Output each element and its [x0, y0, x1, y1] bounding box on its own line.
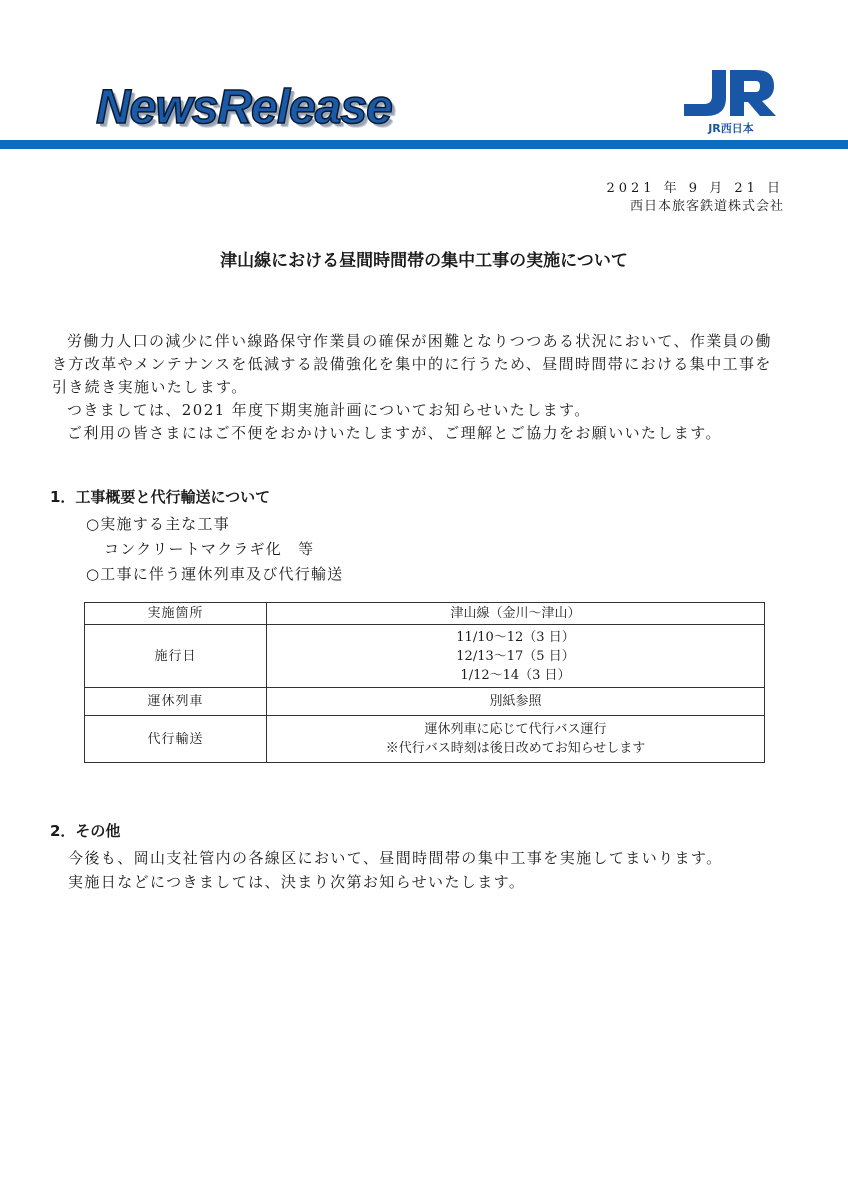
table-row — [85, 603, 765, 625]
table-value-dates — [267, 625, 765, 688]
construction-details-table — [84, 602, 765, 763]
table-value-location — [267, 603, 765, 625]
news-release-title: NewsRelease — [96, 81, 392, 134]
section-1-item-2-label: ○工事に伴う運休列車及び代行輸送 — [86, 565, 344, 583]
table-row — [85, 688, 765, 716]
logo-subtitle: JR西日本 — [708, 122, 754, 135]
intro-paragraph-1: 労働力人口の減少に伴い線路保守作業員の確保が困難となりつつある状況において、作業員の働き方改革やメンテナンスを低減する設備強化を集中的に行うため、昼間時間帯における集中工事を引き続き実施いたします。 — [52, 332, 772, 396]
section-2-heading: 2．その他 — [50, 822, 121, 840]
release-date: 2021 年 9 月 21 日 — [606, 181, 784, 196]
location-value: 津山線（金川～津山） — [450, 606, 581, 621]
header-divider — [0, 140, 848, 149]
section-2-line-1: 今後も、岡山支社管内の各線区において、昼間時間帯の集中工事を実施してまいります。 — [68, 849, 723, 867]
section-1-heading: 1．工事概要と代行輸送について — [50, 488, 271, 506]
intro-paragraph-2: つきましては、2021 年度下期実施計画についてお知らせいたします。 — [67, 401, 591, 419]
table-row — [85, 716, 765, 763]
date-range-1: 11/10～12（3 日） — [456, 629, 575, 645]
table-label-cancelled-trains: 運休列車 — [85, 688, 267, 716]
intro-paragraph-3: ご利用の皆さまにはご不便をおかけいたしますが、ご理解とご協力をお願いいたします。 — [67, 424, 722, 442]
table-label-substitute-transport: 代行輸送 — [85, 716, 267, 763]
date-range-3: 1/12～14（3 日） — [460, 667, 571, 683]
substitute-line-2: ※代行バス時刻は後日改めてお知らせします — [385, 741, 646, 756]
section-2-body — [68, 846, 723, 894]
substitute-line-1: 運休列車に応じて代行バス運行 — [424, 722, 607, 737]
intro-body — [52, 330, 780, 445]
table-row — [85, 625, 765, 688]
document-title: 津山線における昼間時間帯の集中工事の実施について — [220, 251, 628, 271]
section-1-item-1-label: ○実施する主な工事 — [86, 515, 230, 533]
cancelled-trains-value: 別紙参照 — [489, 694, 542, 709]
table-label-dates: 施行日 — [85, 625, 267, 688]
table-label-location: 実施箇所 — [85, 603, 267, 625]
company-name: 西日本旅客鉄道株式会社 — [629, 199, 784, 214]
table-value-substitute-transport — [267, 716, 765, 763]
section-1-item-1-detail: コンクリートマクラギ化 等 — [104, 540, 315, 558]
date-range-2: 12/13～17（5 日） — [456, 648, 575, 664]
table-value-cancelled-trains — [267, 688, 765, 716]
section-2-line-2: 実施日などにつきましては、決まり次第お知らせいたします。 — [68, 873, 526, 891]
